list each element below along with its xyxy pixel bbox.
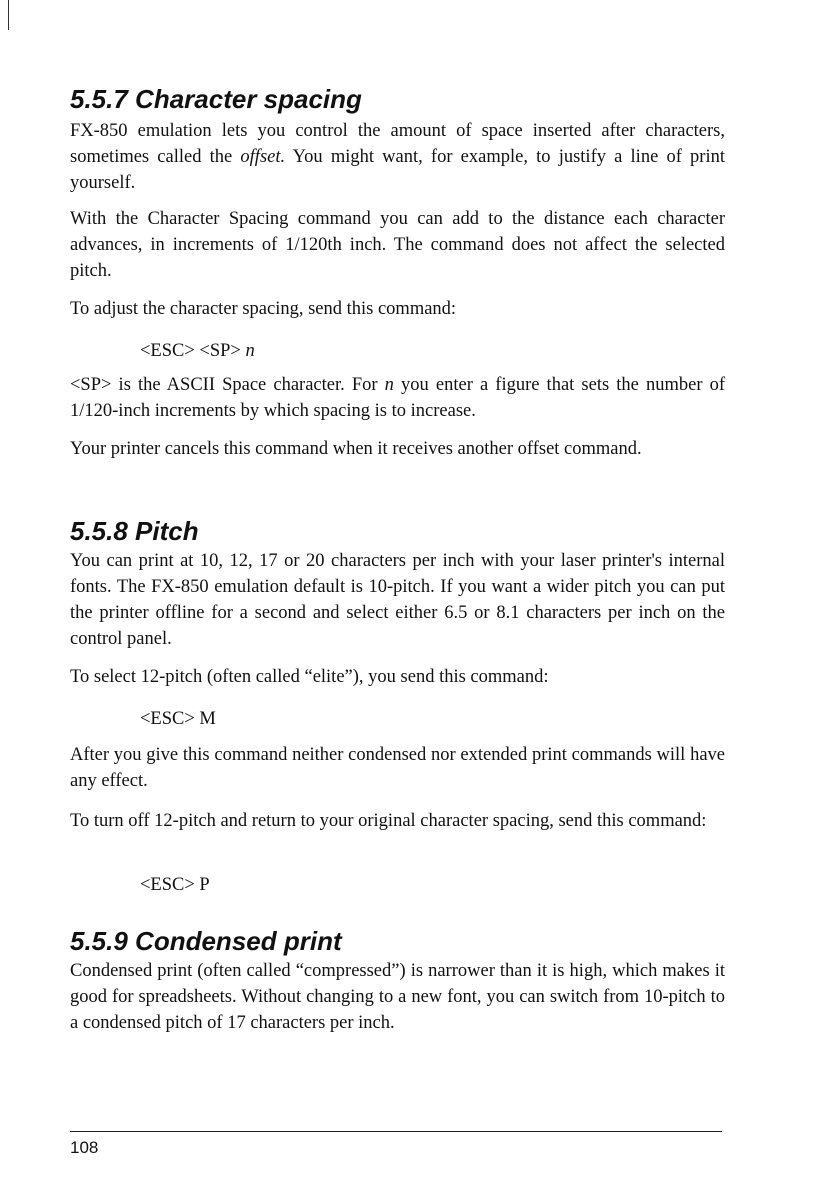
heading-pitch: 5.5.8 Pitch [70, 516, 199, 546]
command-text: <ESC> <SP> [140, 341, 246, 361]
paragraph: Condensed print (often called “compressed”) is narrower than it is high, which makes it good for spreadsheets. Without changing to a new font, you can switch from 10-pitch to a condensed pitch of 17 characters per inch. [70, 961, 725, 1033]
paragraph: You can print at 10, 12, 17 or 20 characters per inch with your laser printer's internal fonts. The FX-850 emulation default is 10-pitch. If you want a wider pitch you can put the printer offline for a second and select either 6.5 or 8.1 characters per inch on the control panel. [70, 551, 725, 649]
emphasis: offset. [240, 147, 286, 167]
paragraph: To turn off 12-pitch and return to your original character spacing, send this command: [70, 811, 707, 831]
text-run: you enter a figure that sets the number of 1/120-inch increments by which spacing is to increase. [70, 375, 726, 421]
paragraph [70, 372, 725, 424]
text-run: FX-850 emulation lets you control the amount of space inserted after characters, sometimes called the [70, 121, 725, 167]
text-run: You might want, for example, to justify a line of print yourself. [70, 147, 725, 193]
command-line: <ESC> M [140, 709, 216, 729]
command-parameter: n [245, 341, 255, 361]
heading-character-spacing: 5.5.7 Character spacing [70, 84, 362, 114]
paragraph: To select 12-pitch (often called “elite”), you send this command: [70, 667, 549, 687]
paragraph: With the Character Spacing command you can add to the distance each character advances, in increments of 1/120th inch. The command does not affect the selected pitch. [70, 209, 725, 281]
command-line [140, 338, 255, 364]
page-number: 108 [70, 1138, 99, 1157]
emphasis: n [384, 375, 394, 395]
footer-rule [70, 1131, 722, 1132]
command-line: <ESC> P [140, 875, 210, 895]
text-run: <SP> is the ASCII Space character. For [70, 375, 385, 395]
heading-condensed-print: 5.5.9 Condensed print [70, 926, 342, 956]
paragraph [70, 118, 725, 196]
paragraph: To adjust the character spacing, send this command: [70, 299, 457, 319]
paragraph: After you give this command neither condensed nor extended print commands will have any effect. [70, 745, 725, 791]
margin-mark [8, 0, 9, 30]
paragraph: Your printer cancels this command when it receives another offset command. [70, 439, 642, 459]
